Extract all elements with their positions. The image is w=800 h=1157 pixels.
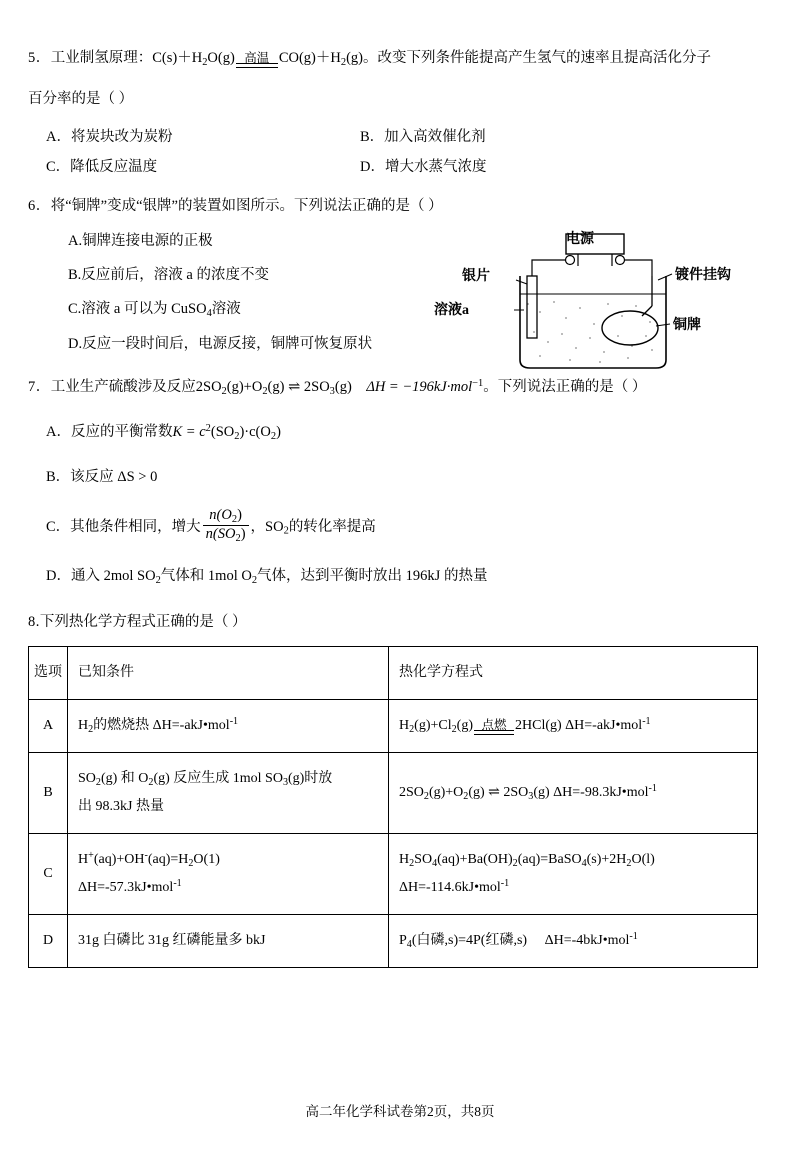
table-row xyxy=(29,752,758,833)
q8-stem-text: 下列热化学方程式正确的是（ ） xyxy=(39,613,247,630)
table-row xyxy=(29,699,758,752)
row-b-c-p2: (g) 和 O xyxy=(100,770,149,786)
row-a-eq-s2: 2 xyxy=(451,723,457,735)
row-c-eq-line1 xyxy=(399,846,747,874)
q8-number: 8. xyxy=(28,613,40,630)
q5-option-d[interactable]: D．增大水蒸气浓度 xyxy=(360,158,487,175)
row-a-cond-post: 的燃烧热 ΔH=-akJ•mol xyxy=(93,717,230,733)
q5-number: 5． xyxy=(28,50,51,66)
row-d-equation xyxy=(389,915,758,968)
row-c-eq-s5: 2 xyxy=(626,857,632,869)
row-c-c-l2sup: -1 xyxy=(173,877,182,889)
q7-stem-pre: 工业生产硫酸涉及反应 xyxy=(50,378,196,395)
q7-optC-post: 的转化率提高 xyxy=(288,518,376,535)
row-c-eq-s1: 2 xyxy=(409,857,415,869)
q5-options-row1 xyxy=(28,122,772,152)
header-condition: 已知条件 xyxy=(68,646,389,699)
row-a-eq-sup: -1 xyxy=(642,715,651,727)
q6-option-a[interactable]: A.铜牌连接电源的正极 xyxy=(68,232,213,249)
silver-electrode xyxy=(527,276,537,338)
q5-stem-post2: (g)。改变下列条件能提高产生氢气的速率且提高活化分子 xyxy=(346,50,711,66)
q5-stem-pre: 工业制氢原理：C(s)＋H xyxy=(50,50,203,66)
row-d-option: D xyxy=(29,915,68,968)
q7-optD-post: 气体，达到平衡时放出 196kJ 的热量 xyxy=(257,568,488,585)
question-7 xyxy=(28,373,772,592)
row-a-cond-sub: 2 xyxy=(88,723,94,735)
q5-options-row2 xyxy=(28,152,772,182)
q5-option-c[interactable]: C．降低反应温度 xyxy=(46,158,158,175)
row-a-cond-pre: H xyxy=(78,717,89,733)
q7-option-b[interactable]: B．该反应 ΔS > 0 xyxy=(46,469,158,486)
q7-optD-sub1: 2 xyxy=(155,575,161,587)
row-b-eq-p4: (g) ΔH=-98.3kJ•mol xyxy=(533,784,649,800)
row-b-eq-sup: -1 xyxy=(648,782,657,794)
q7-optA-sup: 2 xyxy=(205,422,211,434)
row-a-eq-p1: H xyxy=(399,717,410,733)
row-c-eq-p3: (aq)+Ba(OH) xyxy=(437,851,513,867)
q5-option-a[interactable]: A．将炭块改为炭粉 xyxy=(46,128,173,145)
question-8 xyxy=(28,608,772,968)
q7-frac-top-pre: n(O xyxy=(209,506,232,523)
pointer-silver xyxy=(516,280,527,284)
row-c-condition xyxy=(68,833,389,914)
terminal-right xyxy=(616,256,625,265)
row-a-equation xyxy=(389,699,758,752)
q7-optA-pre: A．反应的平衡常数 xyxy=(46,424,173,440)
q7-option-c[interactable] xyxy=(28,508,772,547)
row-c-eq-p5: (s)+2H xyxy=(586,851,627,867)
q7-optA-end: ) xyxy=(276,424,281,440)
row-a-eq-p2: (g)+Cl xyxy=(414,717,452,733)
row-d-eq-p2: (白磷,s)=4P(红磷,s) xyxy=(411,933,528,949)
q7-optA-mid2: )·c(O xyxy=(239,424,271,440)
row-a-cond-sup: -1 xyxy=(229,715,239,727)
row-c-equation xyxy=(389,833,758,914)
figure-label-copper-plate: 铜牌 xyxy=(673,318,701,333)
row-c-eq-line2 xyxy=(399,874,747,902)
row-c-c-p4: O(1) xyxy=(193,851,220,867)
q7-stem xyxy=(28,373,772,402)
q7-eq-b-sub: 2 xyxy=(262,385,268,397)
q6-number: 6． xyxy=(28,198,51,215)
row-a-condition xyxy=(68,699,389,752)
row-a-arrow-label: 点燃 xyxy=(481,717,507,732)
table-row xyxy=(29,833,758,914)
q7-optC-fraction xyxy=(203,507,249,546)
row-c-c-p2: (aq)+OH xyxy=(93,851,145,867)
q7-frac-bot-post: ) xyxy=(240,526,246,543)
q5-option-b[interactable]: B．加入高效催化剂 xyxy=(360,128,486,145)
q6-stem-text: 将“铜牌”变成“银牌”的装置如图所示。下列说法正确的是（ ） xyxy=(50,198,443,215)
q7-eq-c-post: (g) xyxy=(334,378,352,395)
row-d-condition: 31g 白磷比 31g 红磷能量多 bkJ xyxy=(68,915,389,968)
wire-right xyxy=(625,260,652,276)
page-content xyxy=(28,44,772,972)
copper-plate-shape xyxy=(602,311,658,345)
row-b-option: B xyxy=(29,752,68,833)
row-c-c-p1: H xyxy=(78,851,89,867)
row-b-equation xyxy=(389,752,758,833)
q7-eq-c-sub: 3 xyxy=(329,385,335,397)
row-c-eq-p2: SO xyxy=(414,851,433,867)
row-b-eq-s1: 2 xyxy=(423,790,429,802)
row-c-eq-l2: ΔH=-114.6kJ•mol xyxy=(399,879,501,895)
q6-option-c-sub: 4 xyxy=(206,308,212,320)
table-header-row xyxy=(29,646,758,699)
q7-stem-post: 。下列说法正确的是（ ） xyxy=(483,378,647,395)
q7-enthalpy-sup: −1 xyxy=(472,377,484,389)
row-c-eq-p4: (aq)=BaSO xyxy=(517,851,582,867)
header-equation: 热化学方程式 xyxy=(389,646,758,699)
q7-frac-bot xyxy=(203,526,249,545)
row-b-c-s3: 3 xyxy=(282,776,288,788)
figure-label-plating-hook: 镀件挂钩 xyxy=(675,268,731,283)
terminal-left xyxy=(566,256,575,265)
row-a-option: A xyxy=(29,699,68,752)
row-c-eq-s3: 2 xyxy=(512,857,518,869)
q7-optC-post-sub: 2 xyxy=(283,525,289,537)
q7-enthalpy: ΔH = −196kJ·mol xyxy=(366,378,473,395)
row-b-c-p3: (g) 反应生成 1mol SO xyxy=(153,770,283,786)
pointer-hook xyxy=(658,274,672,280)
row-b-c-s2: 2 xyxy=(148,776,154,788)
row-b-cond-line1 xyxy=(78,765,378,793)
q5-sub2: 2 xyxy=(340,56,347,68)
q6-option-c-pre: C.溶液 a 可以为 CuSO xyxy=(68,301,207,318)
row-c-cond-line1 xyxy=(78,846,378,874)
q5-stem xyxy=(28,44,772,73)
thermochemical-equations-table xyxy=(28,646,758,968)
row-c-eq-p1: H xyxy=(399,851,410,867)
q7-eq-a: 2SO xyxy=(195,378,222,395)
q7-option-a[interactable] xyxy=(28,418,772,447)
row-c-eq-s2: 4 xyxy=(432,857,438,869)
row-a-reaction-arrow xyxy=(474,717,514,735)
row-b-c-s1: 2 xyxy=(95,776,101,788)
q5-arrow-label: 高温 xyxy=(244,50,270,65)
q7-number: 7． xyxy=(28,378,51,395)
q5-sub1: 2 xyxy=(202,56,208,68)
row-a-eq-p4: 2HCl(g) ΔH=-akJ•mol xyxy=(515,717,643,733)
q7-optC-pre: C．其他条件相同，增大 xyxy=(46,518,201,535)
figure-label-power-source: 电源 xyxy=(566,232,594,247)
row-d-eq-p3: ΔH=-4bkJ•mol xyxy=(544,933,630,949)
q7-optD-pre: D．通入 2mol SO xyxy=(46,568,156,585)
q7-eq-c: 2SO xyxy=(303,378,330,395)
row-c-option: C xyxy=(29,833,68,914)
row-c-c-s1: 2 xyxy=(188,857,194,869)
row-b-eq-s3: 3 xyxy=(528,790,534,802)
row-c-cond-line2 xyxy=(78,874,378,902)
q7-frac-top xyxy=(203,507,249,527)
wire-left xyxy=(532,260,565,276)
q5-stem-mid: O(g) xyxy=(207,50,235,66)
row-d-eq-sup: -1 xyxy=(629,931,638,942)
q6-stem xyxy=(28,192,772,220)
q7-eq-arrow: ⇌ xyxy=(288,378,301,395)
figure-label-solution: 溶液a xyxy=(434,303,469,318)
row-a-eq-s1: 2 xyxy=(409,723,415,735)
figure-label-silver-plate: 银片 xyxy=(462,269,490,284)
row-c-eq-s4: 4 xyxy=(581,857,587,869)
q7-frac-bot-sub: 2 xyxy=(235,533,241,545)
row-b-c-p4: (g)时放 xyxy=(287,770,333,786)
beaker-outline xyxy=(520,276,666,368)
q7-optD-sub2: 2 xyxy=(251,575,258,587)
row-b-condition xyxy=(68,752,389,833)
table-row xyxy=(29,915,758,968)
header-option: 选项 xyxy=(29,646,68,699)
q5-stem-line2: 百分率的是（ ） xyxy=(28,91,134,108)
q5-reaction-arrow xyxy=(236,50,278,68)
row-d-eq-p1: P xyxy=(399,933,407,949)
q7-frac-top-post: ) xyxy=(237,506,242,523)
q7-optD-mid: 气体和 1mol O xyxy=(160,568,252,585)
row-c-c-sup1: + xyxy=(88,849,94,861)
liquid-shading xyxy=(527,301,653,363)
row-b-c-p1: SO xyxy=(78,770,96,786)
q6-option-b[interactable]: B.反应前后，溶液 a 的浓度不变 xyxy=(68,266,269,283)
row-b-cond-line2: 出 98.3kJ 热量 xyxy=(78,798,164,814)
question-5 xyxy=(28,44,772,182)
q7-eq-a-sub: 2 xyxy=(221,385,227,397)
q6-option-c-post: 溶液 xyxy=(211,301,241,318)
q5-stem-post1: CO(g)＋H xyxy=(278,50,341,66)
row-c-eq-l2sup: -1 xyxy=(500,877,510,889)
page-footer: 高二年化学科试卷第2页，共8页 xyxy=(305,1104,495,1119)
row-c-c-sup2: - xyxy=(144,849,148,861)
q6-option-d[interactable]: D.反应一段时间后，电源反接，铜牌可恢复原状 xyxy=(68,336,373,353)
row-d-eq-s1: 4 xyxy=(406,938,412,950)
row-b-eq-s2: 2 xyxy=(463,790,469,802)
q8-stem xyxy=(28,608,772,636)
row-a-eq-p3: (g) xyxy=(456,717,473,733)
q7-optA-sub2: 2 xyxy=(270,430,277,442)
electroplating-figure xyxy=(434,232,760,372)
electroplating-diagram-svg xyxy=(470,232,760,372)
q7-optC-post-pre: ，SO xyxy=(250,518,284,535)
row-b-eq-p3: (g) ⇌ 2SO xyxy=(468,784,529,800)
row-c-eq-p6: O(l) xyxy=(631,851,655,867)
q7-frac-top-sub: 2 xyxy=(231,513,238,525)
row-b-eq-p2: (g)+O xyxy=(428,784,464,800)
row-b-eq-p1: 2SO xyxy=(399,784,424,800)
q7-eq-b-post: (g) xyxy=(267,378,285,395)
q7-eq-a-post: (g)+O xyxy=(226,378,263,395)
q7-optA-K: K = c xyxy=(172,424,206,440)
q7-frac-bot-pre: n(SO xyxy=(205,526,236,543)
row-c-c-p3: (aq)=H xyxy=(147,851,189,867)
q7-optA-mid: (SO xyxy=(210,424,235,440)
q7-option-d[interactable] xyxy=(28,562,772,591)
q7-optA-sub1: 2 xyxy=(234,430,240,442)
row-c-c-l2: ΔH=-57.3kJ•mol xyxy=(78,880,174,895)
